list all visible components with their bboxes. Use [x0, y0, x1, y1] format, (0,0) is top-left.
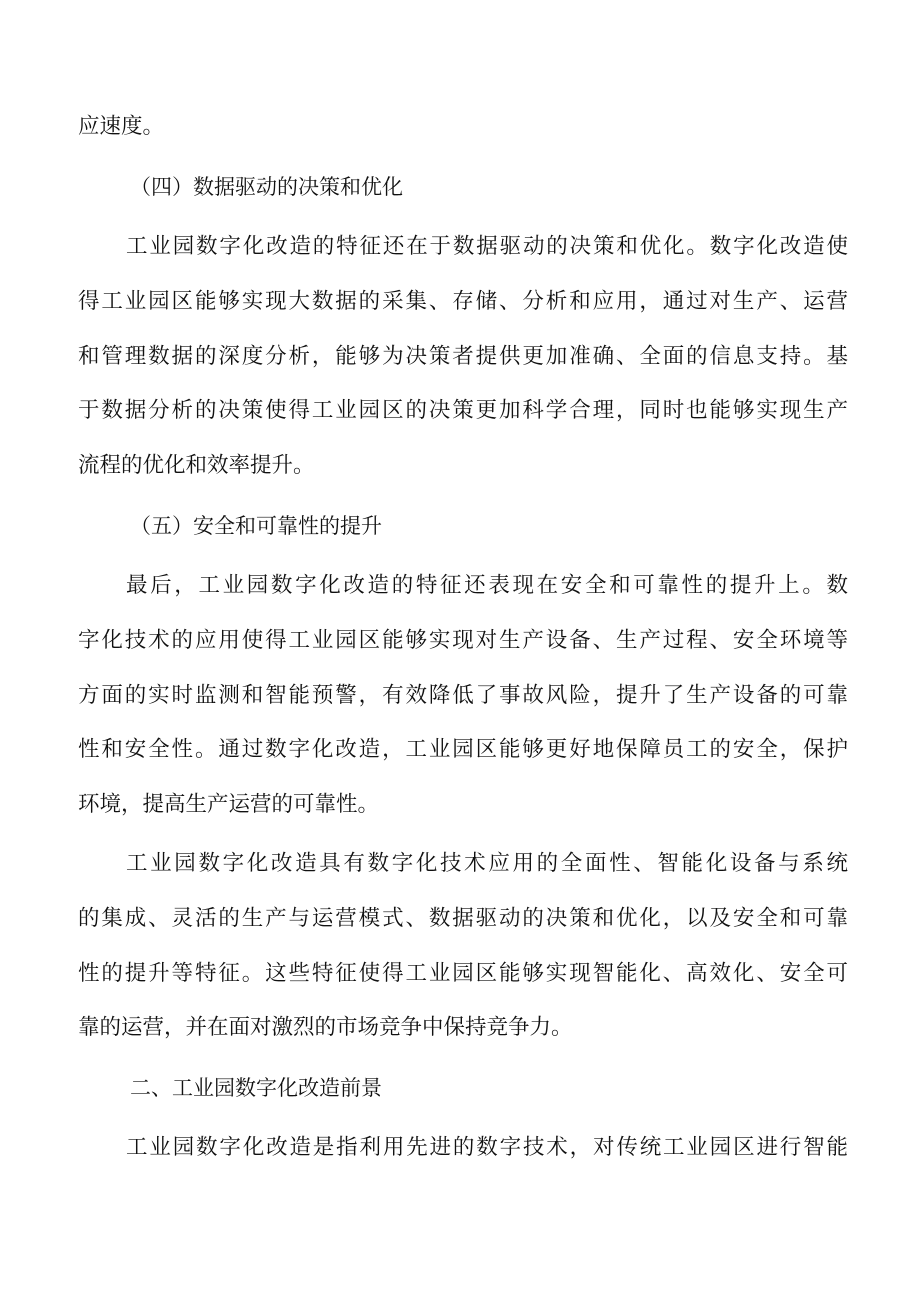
paragraph-line: 靠的运营，并在面对激烈的市场竞争中保持竞争力。: [78, 1015, 573, 1040]
paragraph-line: 方面的实时监测和智能预警，有效降低了事故风险，提升了生产设备的可靠: [78, 683, 848, 708]
paragraph-line: 性和安全性。通过数字化改造，工业园区能够更好地保障员工的安全，保护: [78, 737, 848, 762]
paragraph-line: 应速度。: [78, 114, 165, 139]
paragraph-line: 工业园数字化改造的特征还在于数据驱动的决策和优化。数字化改造使: [126, 234, 848, 259]
paragraph-line: 和管理数据的深度分析，能够为决策者提供更加准确、全面的信息支持。基: [78, 344, 848, 369]
paragraph-line: 流程的优化和效率提升。: [78, 453, 315, 478]
section-heading: （五）安全和可靠性的提升: [130, 514, 382, 538]
paragraph-line: 的集成、灵活的生产与运营模式、数据驱动的决策和优化，以及安全和可靠: [78, 906, 848, 931]
paragraph-line: 环境，提高生产运营的可靠性。: [78, 792, 380, 817]
paragraph-line: 于数据分析的决策使得工业园区的决策更加科学合理，同时也能够实现生产: [78, 398, 848, 423]
paragraph-line: 得工业园区能够实现大数据的采集、存储、分析和应用，通过对生产、运营: [78, 289, 848, 314]
paragraph-line: 最后，工业园数字化改造的特征还表现在安全和可靠性的提升上。数: [126, 573, 848, 598]
paragraph-line: 字化技术的应用使得工业园区能够实现对生产设备、生产过程、安全环境等: [78, 628, 848, 653]
section-heading: （四）数据驱动的决策和优化: [130, 175, 403, 199]
paragraph-line: 工业园数字化改造是指利用先进的数字技术，对传统工业园区进行智能: [126, 1135, 848, 1160]
section-heading: 二、工业园数字化改造前景: [130, 1076, 382, 1100]
paragraph-line: 性的提升等特征。这些特征使得工业园区能够实现智能化、高效化、安全可: [78, 961, 848, 986]
paragraph-line: 工业园数字化改造具有数字化技术应用的全面性、智能化设备与系统: [126, 851, 848, 876]
